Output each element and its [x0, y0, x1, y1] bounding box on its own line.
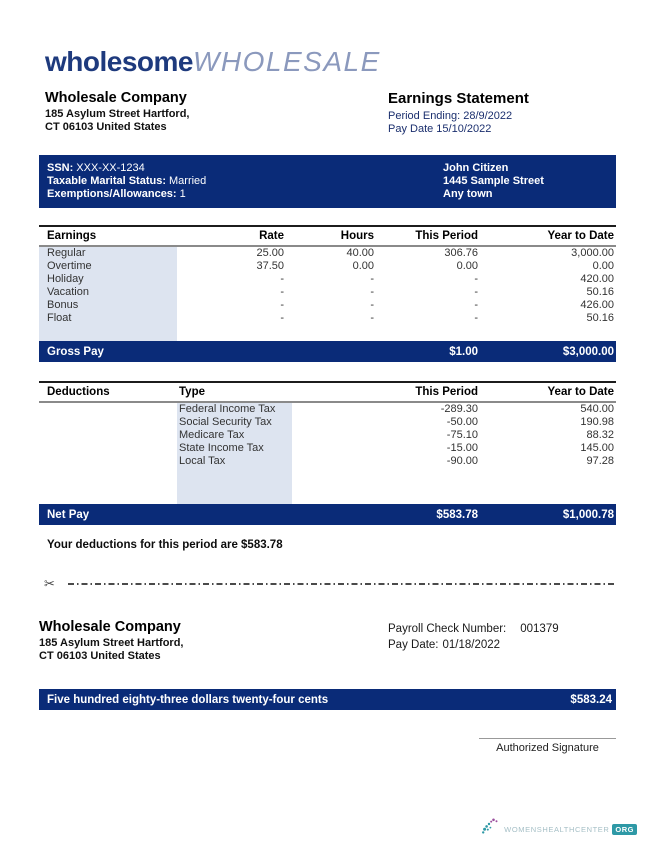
- earning-name: Vacation: [39, 286, 177, 299]
- dashed-separator: [68, 583, 616, 585]
- earning-name: Bonus: [39, 299, 177, 312]
- period-ending: Period Ending: 28/9/2022: [388, 110, 513, 122]
- net-pay-this-period: $583.78: [436, 508, 478, 521]
- table-row: [39, 429, 616, 442]
- deductions-shade-trailer: [39, 468, 616, 504]
- earnings-shade-trailer: [39, 325, 616, 341]
- earning-ytd: 50.16: [586, 286, 614, 298]
- statement-info-block: [388, 90, 616, 135]
- payroll-check-block: [388, 619, 616, 663]
- footer-brand-suffix: ORG: [612, 824, 637, 835]
- table-row: [39, 286, 616, 299]
- deductions-this-period-header: This Period: [415, 386, 478, 398]
- deduction-type: State Income Tax: [177, 442, 292, 455]
- earning-name: Float: [39, 312, 177, 325]
- earning-name: Regular: [39, 247, 177, 260]
- earning-rate: -: [280, 299, 284, 311]
- table-row: [39, 299, 616, 312]
- logo-wordmark-light: WHOLESALE: [192, 46, 381, 77]
- employee-address-block: [443, 162, 608, 201]
- table-row: [39, 455, 616, 468]
- table-row: [39, 442, 616, 455]
- check-amount-bar: [39, 689, 616, 710]
- footer-dots-icon: [481, 818, 501, 840]
- table-row: [39, 247, 616, 260]
- payroll-check-number-value: 001379: [520, 623, 559, 635]
- exemptions-line: [47, 188, 443, 201]
- ssn-label: SSN:: [47, 162, 74, 174]
- deduction-this-period: -90.00: [446, 455, 478, 467]
- earning-this-period: -: [474, 286, 478, 298]
- deduction-this-period: -50.00: [446, 416, 478, 428]
- earning-rate: -: [280, 286, 284, 298]
- check-company-name: Wholesale Company: [39, 619, 181, 635]
- earning-this-period: 0.00: [456, 260, 478, 272]
- payroll-check-number-line: [388, 621, 616, 637]
- deduction-type: Local Tax: [177, 455, 292, 468]
- earning-this-period: -: [474, 273, 478, 285]
- company-address-line1: 185 Asylum Street Hartford,: [45, 108, 190, 120]
- employee-address-line1: 1445 Sample Street: [443, 175, 544, 187]
- document-header: [39, 90, 616, 135]
- logo-wordmark-bold: wholesome: [45, 46, 193, 77]
- gross-pay-label: Gross Pay: [47, 345, 104, 358]
- deduction-this-period: -15.00: [446, 442, 478, 454]
- earnings-table-header: [39, 225, 616, 247]
- payroll-check-number-label: Payroll Check Number:: [388, 623, 507, 635]
- earning-rate: -: [280, 312, 284, 324]
- company-address-block: [45, 90, 388, 135]
- earning-hours: -: [370, 286, 374, 298]
- deduction-ytd: 145.00: [580, 442, 614, 454]
- earning-rate: 25.00: [256, 247, 284, 259]
- earning-ytd: 3,000.00: [571, 247, 614, 259]
- gross-pay-ytd: $3,000.00: [562, 345, 614, 358]
- earning-this-period: 306.76: [444, 247, 478, 259]
- employee-name: John Citizen: [443, 162, 509, 174]
- earning-hours: 0.00: [352, 260, 374, 272]
- table-row: [39, 273, 616, 286]
- deductions-table-header: [39, 381, 616, 403]
- employee-tax-info: [47, 162, 443, 201]
- table-row: [39, 312, 616, 325]
- check-company-address1: 185 Asylum Street Hartford,: [39, 637, 184, 649]
- earning-ytd: 420.00: [580, 273, 614, 285]
- gross-pay-bar: [39, 341, 616, 362]
- amount-numeric: $583.24: [570, 693, 612, 706]
- earning-hours: -: [370, 299, 374, 311]
- marital-status-line: [47, 175, 443, 188]
- deductions-note: Your deductions for this period are $583.78: [47, 539, 283, 551]
- earning-ytd: 0.00: [592, 260, 614, 272]
- employee-info-banner: [39, 155, 616, 208]
- deduction-ytd: 540.00: [580, 403, 614, 415]
- company-address-line2: CT 06103 United States: [45, 121, 167, 133]
- marital-status-value: Married: [169, 175, 207, 187]
- earning-rate: 37.50: [256, 260, 284, 272]
- table-row: [39, 260, 616, 273]
- type-header: Type: [179, 386, 205, 398]
- exemptions-value: 1: [179, 188, 186, 200]
- check-company-block: [39, 619, 388, 663]
- check-section-header: [39, 619, 616, 663]
- table-row: [39, 416, 616, 429]
- earning-ytd: 426.00: [580, 299, 614, 311]
- deduction-ytd: 97.28: [586, 455, 614, 467]
- earning-hours: -: [370, 312, 374, 324]
- earning-name: Overtime: [39, 260, 177, 273]
- check-pay-date-line: [388, 637, 616, 653]
- table-row: [39, 403, 616, 416]
- hours-header: Hours: [340, 230, 374, 242]
- deduction-type: Social Security Tax: [177, 416, 292, 429]
- amount-in-words: Five hundred eighty-three dollars twenty-four cents: [47, 693, 329, 706]
- earnings-table: [39, 225, 616, 362]
- check-pay-date-label: Pay Date:: [388, 639, 439, 651]
- deduction-this-period: -75.10: [446, 429, 478, 441]
- footer-brand-name: WOMENSHEALTHCENTER: [504, 824, 610, 834]
- deductions-table: [39, 381, 616, 525]
- earning-hours: 40.00: [346, 247, 374, 259]
- scissors-icon: ✂: [44, 576, 55, 591]
- year-to-date-header: Year to Date: [547, 230, 614, 242]
- deduction-ytd: 88.32: [586, 429, 614, 441]
- deductions-header-label: Deductions: [47, 386, 110, 398]
- footer-brand: [481, 818, 637, 840]
- deduction-ytd: 190.98: [580, 416, 614, 428]
- marital-status-label: Taxable Marital Status:: [47, 175, 166, 187]
- deductions-year-to-date-header: Year to Date: [547, 386, 614, 398]
- exemptions-label: Exemptions/Allowances:: [47, 188, 177, 200]
- deduction-this-period: -289.30: [440, 403, 478, 415]
- earning-this-period: -: [474, 299, 478, 311]
- employee-address-line2: Any town: [443, 188, 493, 200]
- earning-ytd: 50.16: [586, 312, 614, 324]
- ssn-line: [47, 162, 443, 175]
- earning-this-period: -: [474, 312, 478, 324]
- ssn-value: XXX-XX-1234: [76, 162, 145, 174]
- check-company-address2: CT 06103 United States: [39, 650, 161, 662]
- net-pay-bar: [39, 504, 616, 525]
- deduction-type: Federal Income Tax: [177, 403, 292, 416]
- net-pay-ytd: $1,000.78: [562, 508, 614, 521]
- company-name: Wholesale Company: [45, 90, 187, 106]
- cut-line: [39, 576, 616, 591]
- this-period-header: This Period: [415, 230, 478, 242]
- check-pay-date-value: 01/18/2022: [442, 639, 501, 651]
- company-logo: [45, 0, 616, 78]
- gross-pay-this-period: $1.00: [449, 345, 478, 358]
- earnings-header-label: Earnings: [47, 230, 97, 242]
- net-pay-label: Net Pay: [47, 508, 90, 521]
- rate-header: Rate: [259, 230, 284, 242]
- earning-name: Holiday: [39, 273, 177, 286]
- earning-hours: -: [370, 273, 374, 285]
- deduction-type: Medicare Tax: [177, 429, 292, 442]
- earning-rate: -: [280, 273, 284, 285]
- statement-pay-date: Pay Date 15/10/2022: [388, 122, 492, 135]
- authorized-signature: Authorized Signature: [479, 738, 616, 754]
- statement-title: Earnings Statement: [388, 90, 529, 107]
